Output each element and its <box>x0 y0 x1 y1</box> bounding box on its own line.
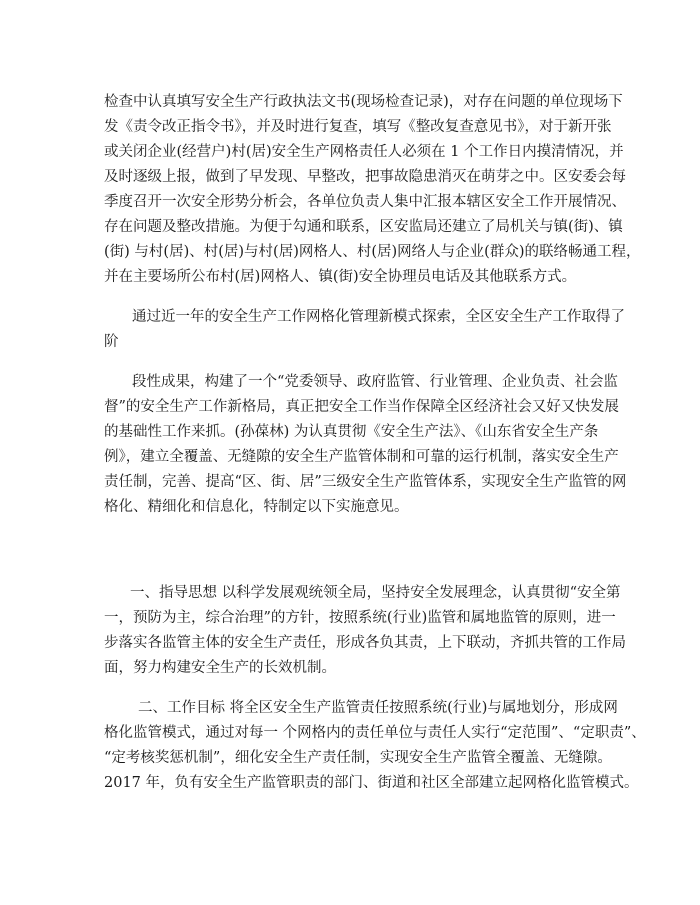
paragraph-first-line: 通过近一年的安全生产工作网格化管理新模式探索，全区安全生产工作取得了 <box>132 309 625 325</box>
text-line: 或关闭企业(经营户)村(居)安全生产网格责任人必须在 1 个工作日内摸清情况，并 <box>104 144 624 160</box>
text-line: 一，预防为主，综合治理”的方针，按照系统(行业)监管和属地监管的原则，进一 <box>104 610 616 626</box>
text-line: 步落实各监管主体的安全生产责任，形成各负其责，上下联动，齐抓共管的工作局 <box>104 635 626 651</box>
text-line: (街) 与村(居)、村(居)与村(居)网格人、村(居)网络人与企业(群众)的联络畅通工程， <box>104 244 641 260</box>
text-line: 的基础性工作来抓。(孙葆林) 为认真贯彻《安全生产法》、《山东省安全生产条 <box>104 424 599 440</box>
text-line: 格化、精细化和信息化，特制定以下实施意见。 <box>104 499 409 515</box>
text-line: 存在问题及整改措施。为便于勾通和联系，区安监局还建立了局机关与镇(街)、镇 <box>104 219 623 235</box>
text-line: 发《责令改正指令书》，并及时进行复查，填写《整改复查意见书》，对于新开张 <box>104 119 612 135</box>
text-line: 并在主要场所公布村(居)网格人、镇(街)安全协理员电话及其他联系方式。 <box>104 269 577 285</box>
text-line: 面，努力构建安全生产的长效机制。 <box>104 660 336 676</box>
paragraph-first-line: 段性成果，构建了一个“党委领导、政府监管、行业管理、企业负责、社会监 <box>132 374 618 390</box>
text-line: 格化监管模式，通过对每一 个网格内的责任单位与责任人实行“定范围”、“定职责”、 <box>104 725 646 741</box>
text-line: 及时逐级上报，做到了早发现、早整改，把事故隐患消灭在萌芽之中。区安委会每 <box>104 169 626 185</box>
section-heading-line: 二、工作目标 将全区安全生产监管责任按照系统(行业)与属地划分，形成网 <box>138 700 618 716</box>
text-line: 检查中认真填写安全生产行政执法文书(现场检查记录)，对存在问题的单位现场下 <box>104 94 623 110</box>
text-line: 季度召开一次安全形势分析会，各单位负责人集中汇报本辖区安全工作开展情况、 <box>104 194 626 210</box>
text-line: 阶 <box>104 334 119 350</box>
text-line: 责任制，完善、提高“区、街、居”三级安全生产监管体系，实现安全生产监管的网 <box>104 474 627 490</box>
text-line: 2017 年，负有安全生产监管职责的部门、街道和社区全部建立起网格化监管模式。 <box>104 775 639 791</box>
text-line: 例》，建立全覆盖、无缝隙的安全生产监管体制和可靠的运行机制，落实安全生产 <box>104 449 619 465</box>
text-line: “定考核奖惩机制”，细化安全生产责任制，实现安全生产监管全覆盖、无缝隙。 <box>104 750 612 766</box>
text-line: 督”的安全生产工作新格局，真正把安全工作当作保障全区经济社会又好又快发展 <box>104 399 619 415</box>
section-heading-line: 一、指导思想 以科学发展观统领全局，坚持安全发展理念，认真贯彻“安全第 <box>130 585 621 601</box>
